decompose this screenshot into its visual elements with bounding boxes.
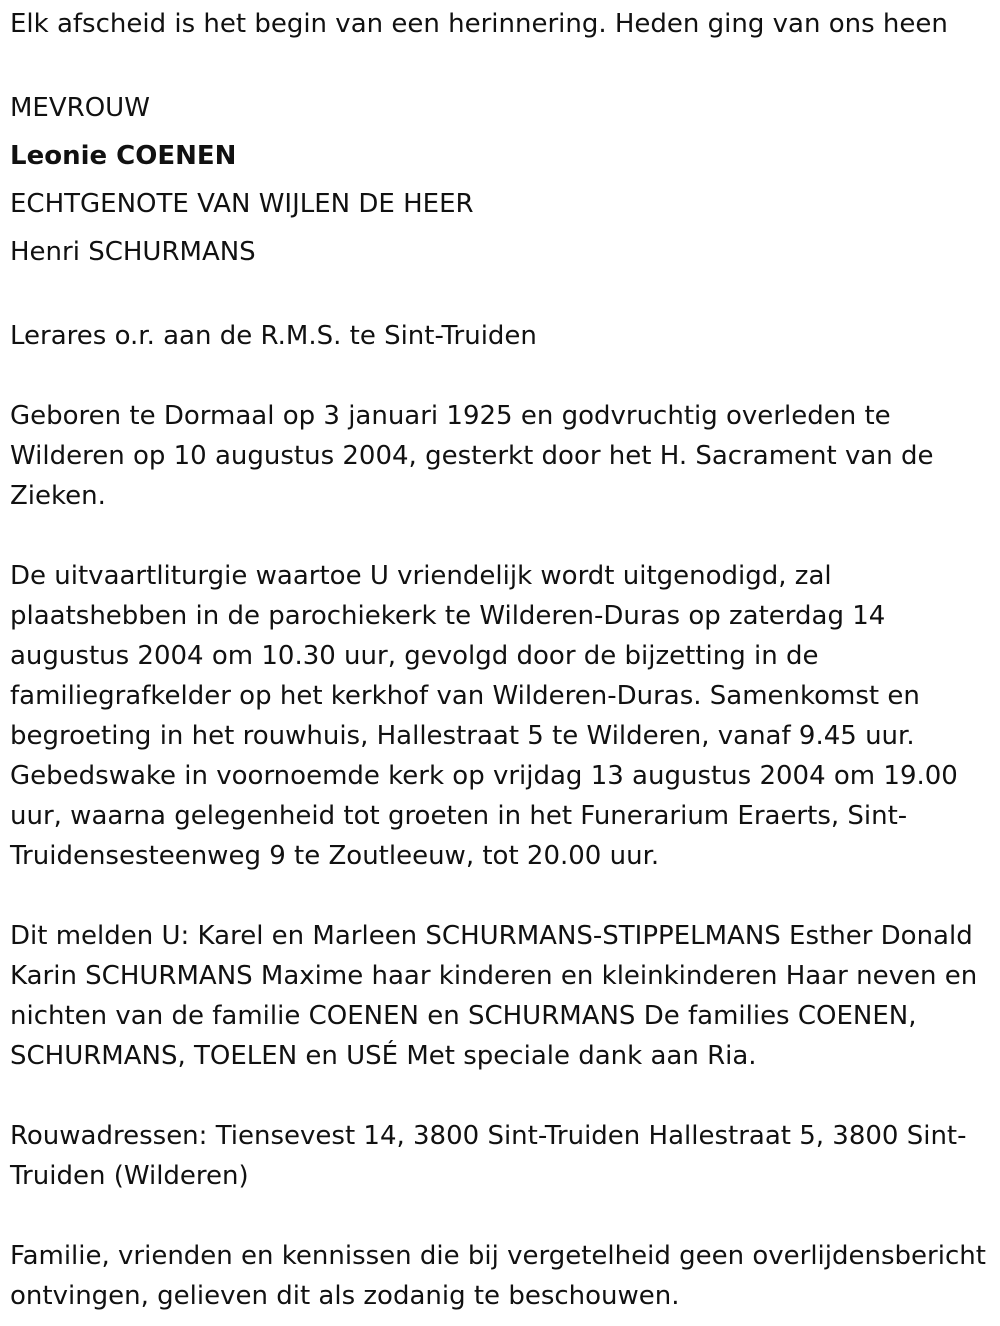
announcers-paragraph: Dit melden U: Karel en Marleen SCHURMANS-STIPPELMANS Esther Donald Karin SCHURMANS Maxime haar kinderen en kleinkinderen Haar neven en nichten van de familie COENEN en SCHURMANS De families COENEN, SCHURMANS, TOELEN en USÉ Met speciale dank aan Ria. bbox=[10, 921, 978, 1071]
birth-death-paragraph: Geboren te Dormaal op 3 januari 1925 en godvruchtig overleden te Wilderen op 10 augustus 2004, gesterkt door het H. Sacrament van de Zieken. bbox=[10, 401, 934, 511]
occupation-text: Lerares o.r. aan de R.M.S. te Sint-Truiden bbox=[10, 321, 537, 351]
honorific: MEVROUW bbox=[10, 93, 150, 123]
closing-paragraph: Familie, vrienden en kennissen die bij vergetelheid geen overlijdensbericht ontvingen, gelieven dit als zodanig te beschouwen. bbox=[10, 1241, 986, 1311]
addresses-paragraph: Rouwadressen: Tiensevest 14, 3800 Sint-Truiden Hallestraat 5, 3800 Sint-Truiden (Wilderen) bbox=[10, 1121, 967, 1191]
funeral-paragraph: De uitvaartliturgie waartoe U vriendelijk wordt uitgenodigd, zal plaatshebben in de parochiekerk te Wilderen-Duras op zaterdag 14 augustus 2004 om 10.30 uur, gevolgd door de bijzetting in de familiegrafkelder op het kerkhof van Wilderen-Duras. Samenkomst en begroeting in het rouwhuis, Hallestraat 5 te Wilderen, vanaf 9.45 uur. Gebedswake in voornoemde kerk op vrijdag 13 augustus 2004 om 19.00 uur, waarna gelegenheid tot groeten in het Funerarium Eraerts, Sint-Truidensesteenweg 9 te Zoutleeuw, tot 20.00 uur. bbox=[10, 561, 958, 871]
spouse-name: Henri SCHURMANS bbox=[10, 237, 256, 267]
intro-text: Elk afscheid is het begin van een herinnering. Heden ging van ons heen bbox=[10, 9, 948, 39]
deceased-name: Leonie COENEN bbox=[10, 141, 237, 171]
relation-text: ECHTGENOTE VAN WIJLEN DE HEER bbox=[10, 189, 474, 219]
